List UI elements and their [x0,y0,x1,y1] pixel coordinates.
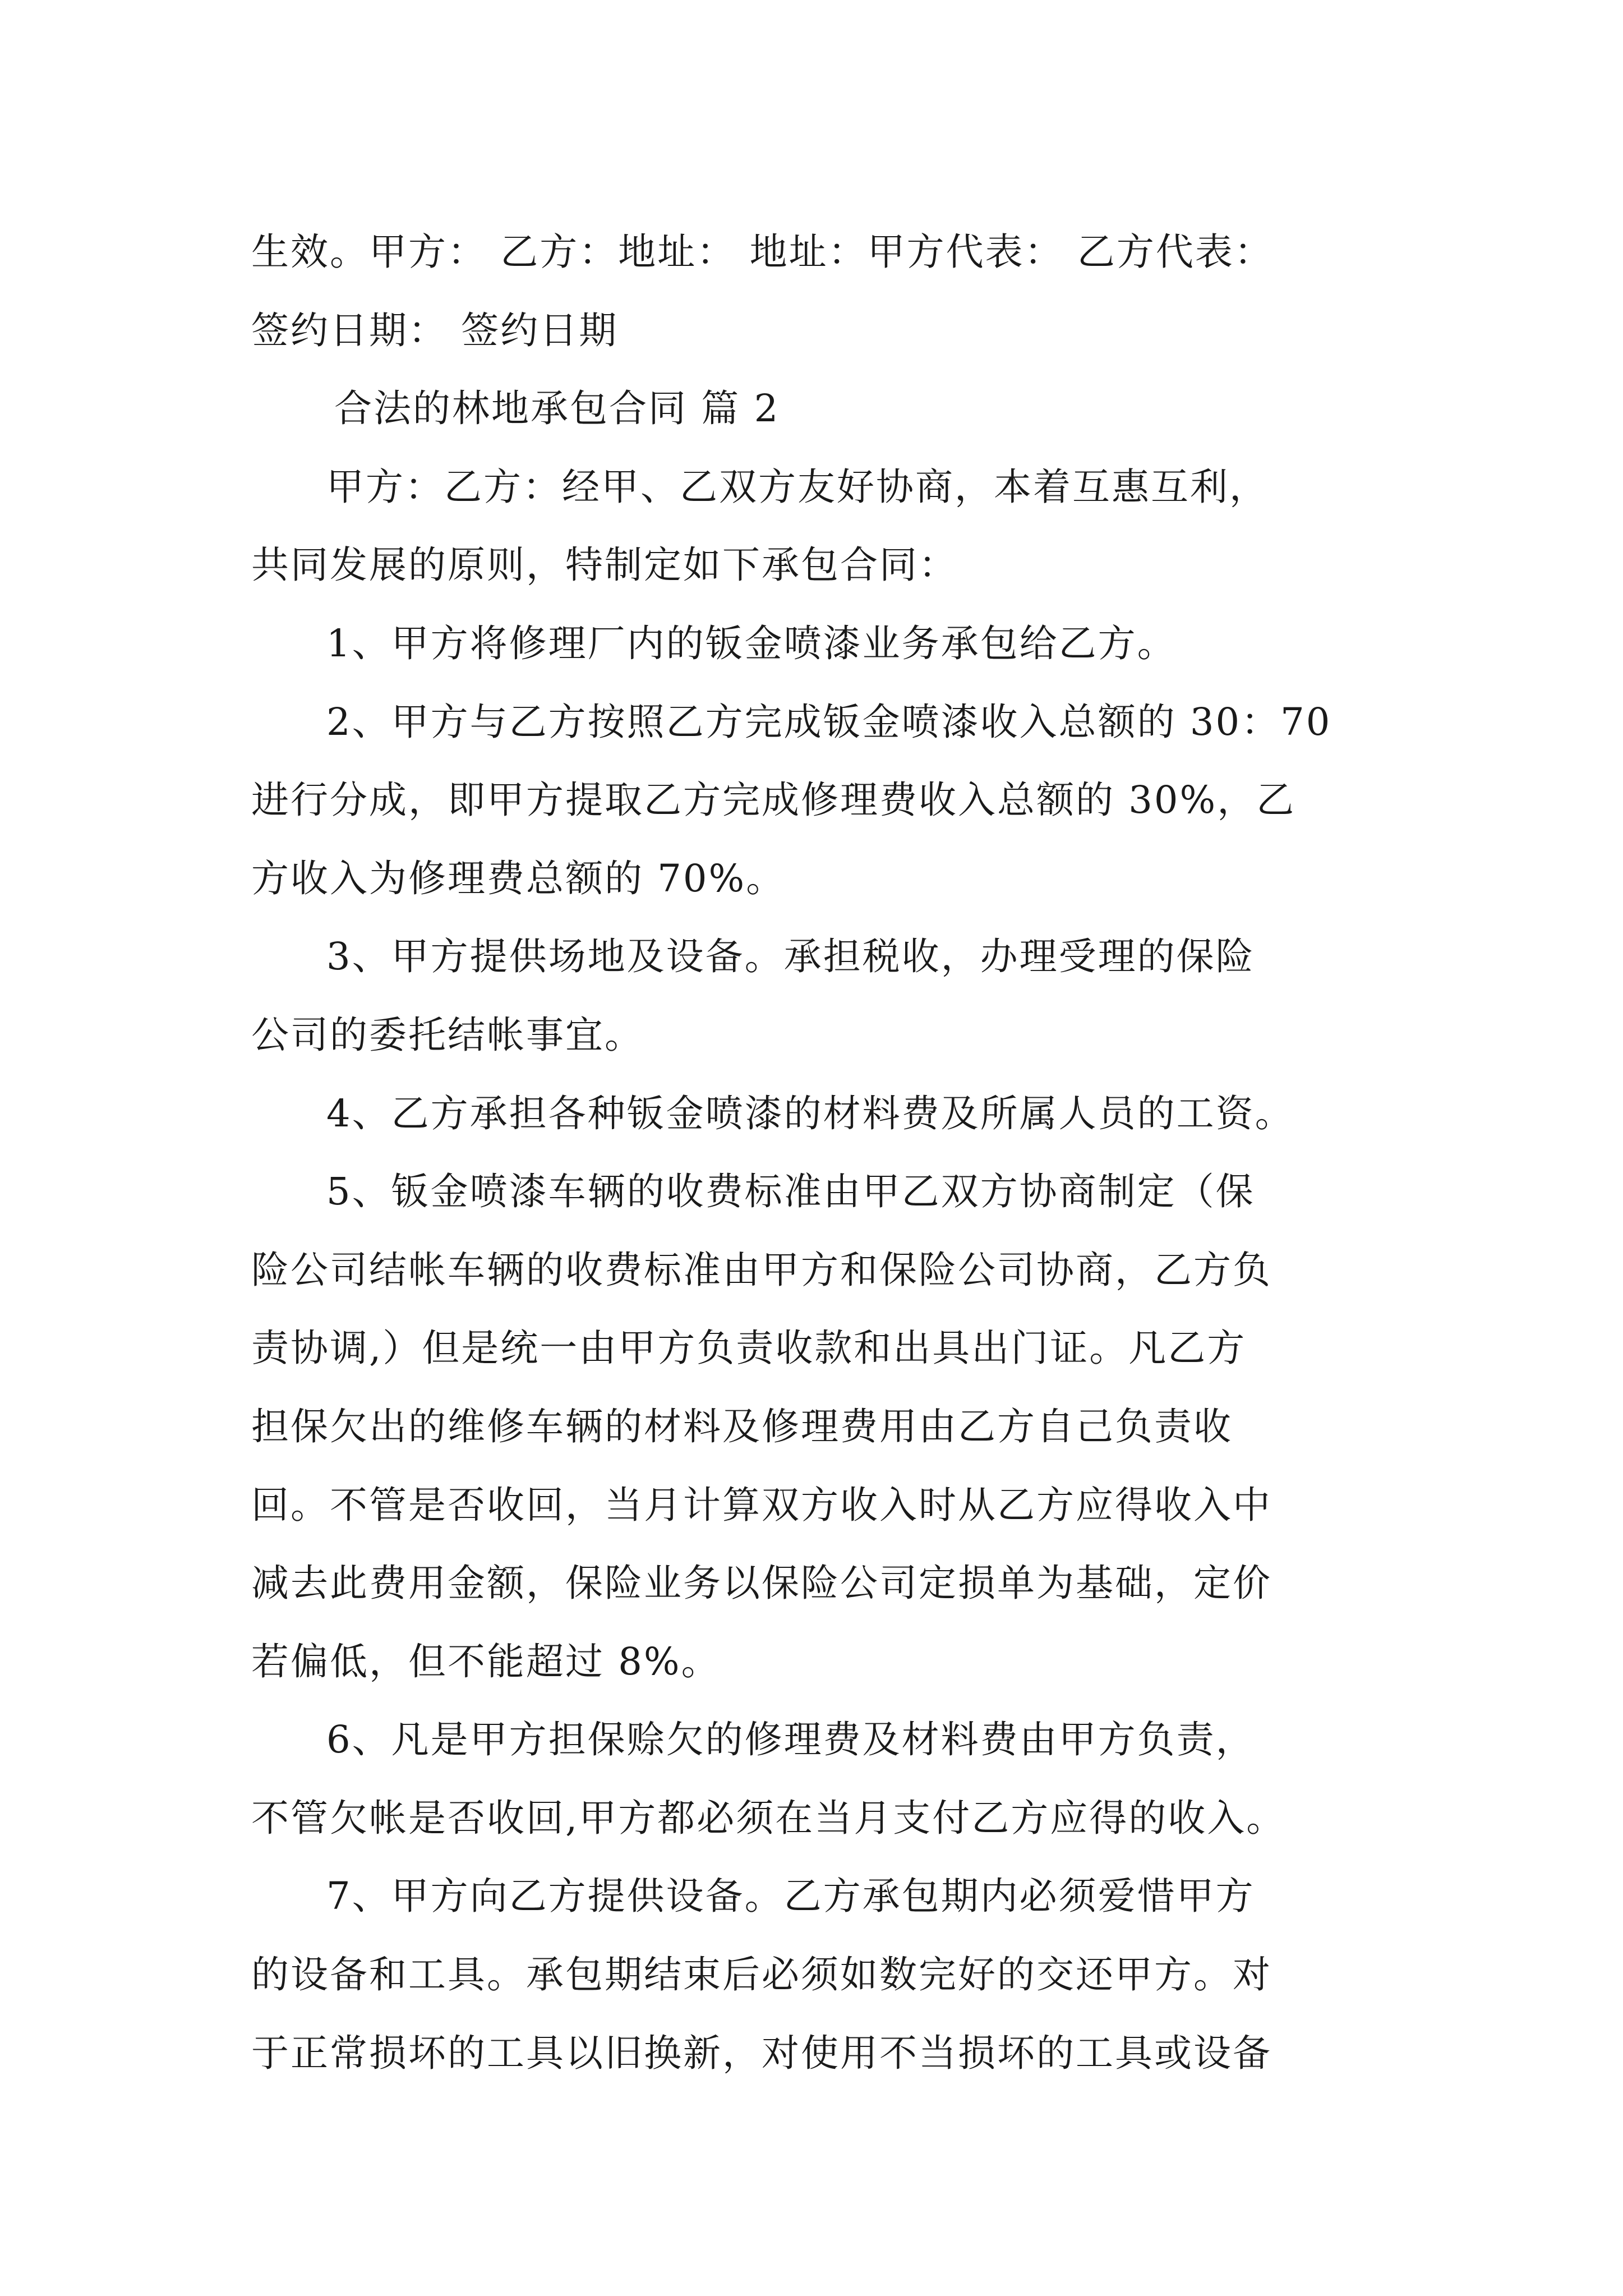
clause-1: 1、甲方将修理厂内的钣金喷漆业务承包给乙方。 [326,621,1177,665]
text-line: 若偏低，但不能超过 8%。 [251,1639,721,1683]
text-line: 减去此费用金额，保险业务以保险公司定损单为基础，定价 [251,1561,1272,1605]
text-line: 方收入为修理费总额的 70%。 [251,856,786,900]
text-line: 签约日期： 签约日期 [251,308,619,352]
document-body [251,213,1390,2092]
text-line: 于正常损坏的工具以旧换新，对使用不当损坏的工具或设备 [251,2031,1272,2075]
text-line: 不管欠帐是否收回,甲方都必须在当月支付乙方应得的收入。 [251,1796,1286,1840]
clause-5: 5、钣金喷漆车辆的收费标准由甲乙双方协商制定（保 [326,1170,1255,1214]
text-line: 责协调,）但是统一由甲方负责收款和出具出门证。凡乙方 [251,1326,1247,1370]
paragraph-first-line: 甲方：乙方：经甲、乙双方友好协商，本着互惠互利， [326,464,1269,509]
clause-6: 6、凡是甲方担保赊欠的修理费及材料费由甲方负责， [326,1718,1255,1762]
text-line: 担保欠出的维修车辆的材料及修理费用由乙方自己负责收 [251,1404,1233,1448]
text-line: 公司的委托结帐事宜。 [251,1013,644,1057]
clause-2: 2、甲方与乙方按照乙方完成钣金喷漆收入总额的 30：70 [326,700,1332,744]
clause-3: 3、甲方提供场地及设备。承担税收，办理受理的保险 [326,935,1255,979]
text-line: 的设备和工具。承包期结束后必须如数完好的交还甲方。对 [251,1953,1272,1997]
text-line: 回。不管是否收回，当月计算双方收入时从乙方应得收入中 [251,1483,1272,1527]
section-heading: 合法的林地承包合同 篇 2 [334,386,780,431]
clause-4: 4、乙方承担各种钣金喷漆的材料费及所属人员的工资。 [326,1091,1294,1135]
text-line: 险公司结帐车辆的收费标准由甲方和保险公司协商，乙方负 [251,1248,1272,1292]
text-line: 共同发展的原则，特制定如下承包合同： [251,543,958,587]
clause-7: 7、甲方向乙方提供设备。乙方承包期内必须爱惜甲方 [326,1874,1255,1918]
text-line: 进行分成，即甲方提取乙方完成修理费收入总额的 30%，乙 [251,778,1296,822]
text-line: 生效。甲方： 乙方：地址： 地址：甲方代表： 乙方代表： [251,230,1274,274]
